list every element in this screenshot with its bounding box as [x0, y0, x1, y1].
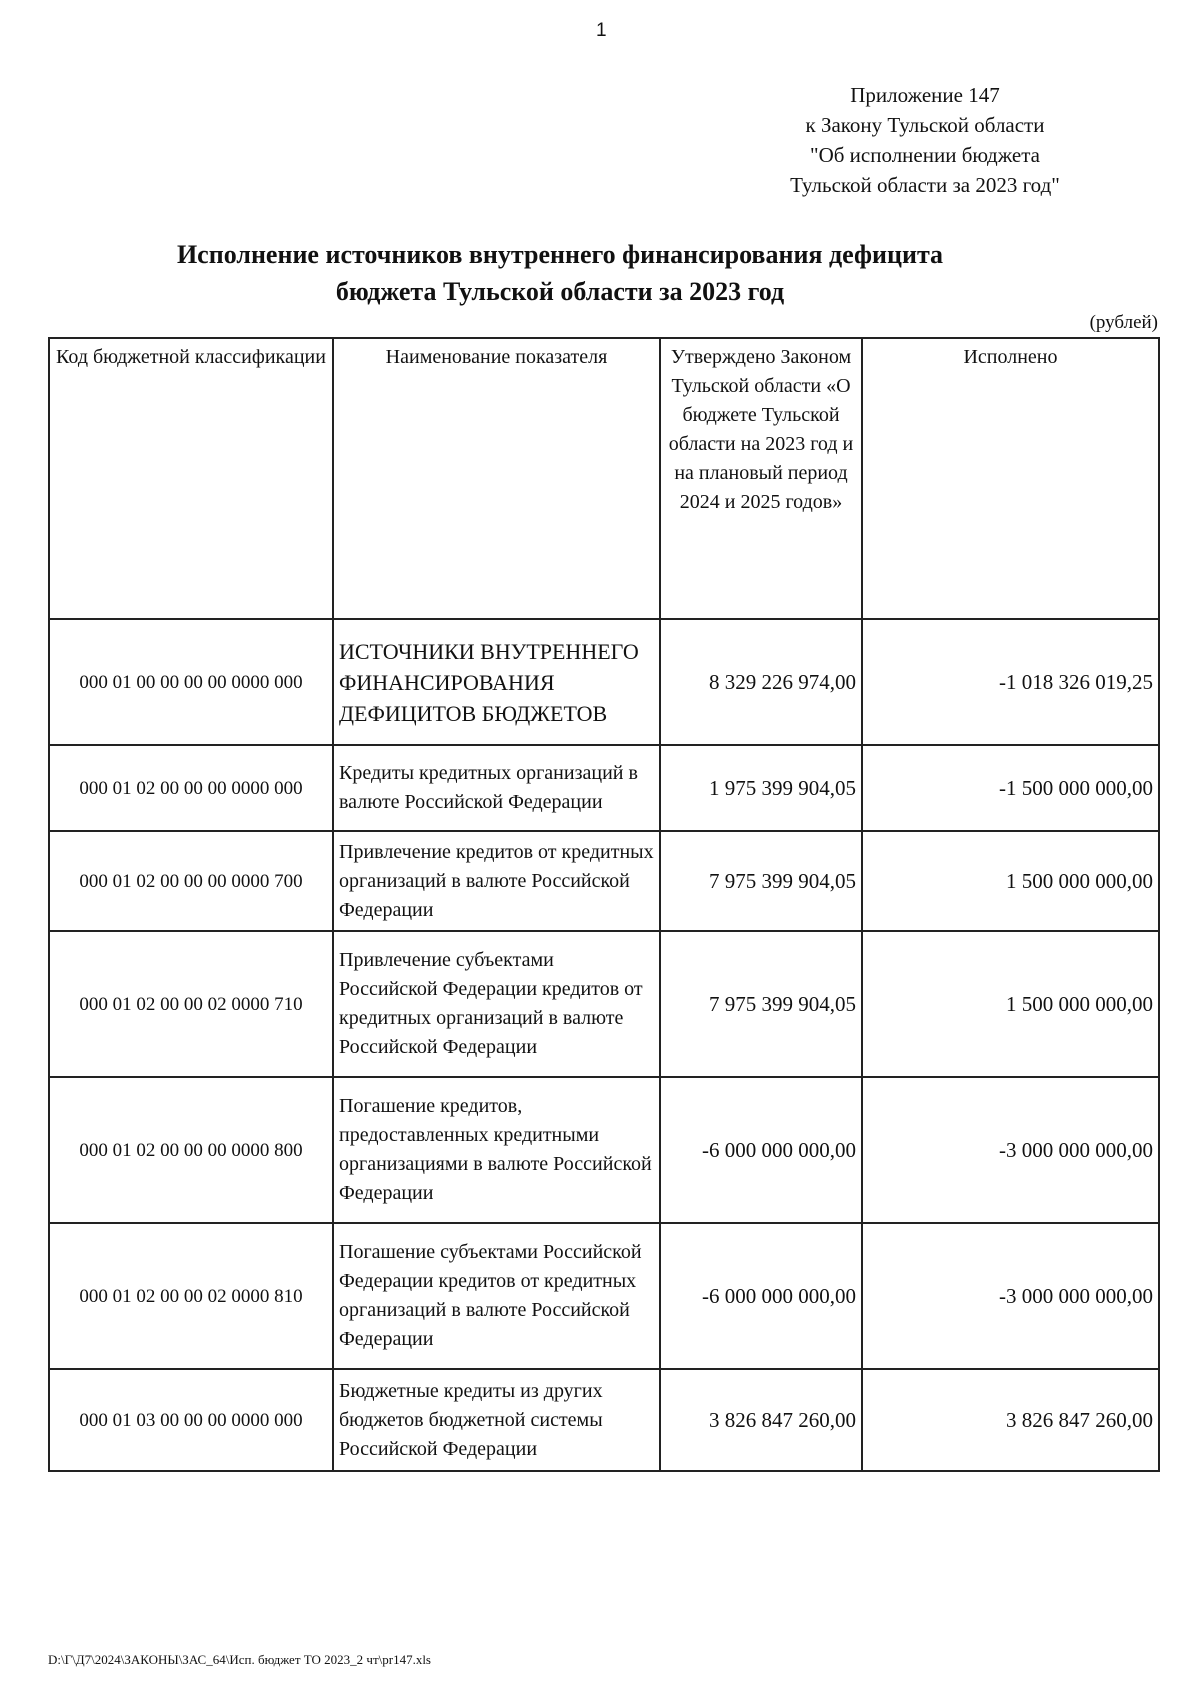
row-approved: -6 000 000 000,00 [660, 1223, 862, 1369]
row-name: Погашение кредитов, предоставленных кредитными организациями в валюте Российской Федерации [333, 1077, 660, 1223]
row-executed: 1 500 000 000,00 [862, 931, 1159, 1077]
table-row [49, 831, 1159, 931]
table-row [49, 619, 1159, 745]
row-name: Бюджетные кредиты из других бюджетов бюджетной системы Российской Федерации [333, 1369, 660, 1471]
header-executed: Исполнено [862, 338, 1159, 619]
units-label: (рублей) [1089, 312, 1158, 333]
row-approved: -6 000 000 000,00 [660, 1077, 862, 1223]
row-executed: -1 018 326 019,25 [862, 619, 1159, 745]
row-executed: -3 000 000 000,00 [862, 1223, 1159, 1369]
row-approved: 8 329 226 974,00 [660, 619, 862, 745]
document-title-line-2: бюджета Тульской области за 2023 год [335, 277, 785, 306]
row-approved: 1 975 399 904,05 [660, 745, 862, 831]
row-code: 000 01 02 00 00 00 0000 000 [49, 745, 333, 831]
document-title [100, 236, 1020, 310]
table-row [49, 931, 1159, 1077]
table-row [49, 1077, 1159, 1223]
row-executed: -3 000 000 000,00 [862, 1077, 1159, 1223]
row-code: 000 01 02 00 00 02 0000 810 [49, 1223, 333, 1369]
budget-sources-table [48, 337, 1160, 1472]
row-name: Кредиты кредитных организаций в валюте Российской Федерации [333, 745, 660, 831]
header-name: Наименование показателя [333, 338, 660, 619]
table-row [49, 745, 1159, 831]
appendix-reference [740, 80, 1110, 200]
header-code: Код бюджетной классификации [49, 338, 333, 619]
appendix-line-1: Приложение 147 [850, 83, 1000, 107]
row-executed: -1 500 000 000,00 [862, 745, 1159, 831]
appendix-line-3: "Об исполнении бюджета [810, 143, 1040, 167]
document-title-line-1: Исполнение источников внутреннего финансирования дефицита [176, 240, 944, 269]
row-code: 000 01 02 00 00 02 0000 710 [49, 931, 333, 1077]
row-name: Погашение субъектами Российской Федерации кредитов от кредитных организаций в валюте Российской Федерации [333, 1223, 660, 1369]
row-name: ИСТОЧНИКИ ВНУТРЕННЕГО ФИНАНСИРОВАНИЯ ДЕФИЦИТОВ БЮДЖЕТОВ [333, 619, 660, 745]
table-header-row [49, 338, 1159, 619]
file-path-footer: D:\Г\Д7\2024\ЗАКОНЫ\ЗАС_64\Исп. бюджет ТО 2023_2 чт\pr147.xls [48, 1652, 431, 1667]
row-approved: 3 826 847 260,00 [660, 1369, 862, 1471]
row-approved: 7 975 399 904,05 [660, 931, 862, 1077]
header-approved: Утверждено Законом Тульской области «О бюджете Тульской области на 2023 год и на плановый период 2024 и 2025 годов» [660, 338, 862, 619]
row-executed: 1 500 000 000,00 [862, 831, 1159, 931]
row-executed: 3 826 847 260,00 [862, 1369, 1159, 1471]
row-code: 000 01 02 00 00 00 0000 800 [49, 1077, 333, 1223]
table-row [49, 1223, 1159, 1369]
appendix-line-2: к Закону Тульской области [805, 113, 1045, 137]
row-code: 000 01 00 00 00 00 0000 000 [49, 619, 333, 745]
table-row [49, 1369, 1159, 1471]
row-code: 000 01 03 00 00 00 0000 000 [49, 1369, 333, 1471]
page-number: 1 [596, 20, 607, 41]
row-name: Привлечение кредитов от кредитных организаций в валюте Российской Федерации [333, 831, 660, 931]
appendix-line-4: Тульской области за 2023 год" [790, 173, 1060, 197]
row-code: 000 01 02 00 00 00 0000 700 [49, 831, 333, 931]
row-name: Привлечение субъектами Российской Федерации кредитов от кредитных организаций в валюте Российской Федерации [333, 931, 660, 1077]
row-approved: 7 975 399 904,05 [660, 831, 862, 931]
